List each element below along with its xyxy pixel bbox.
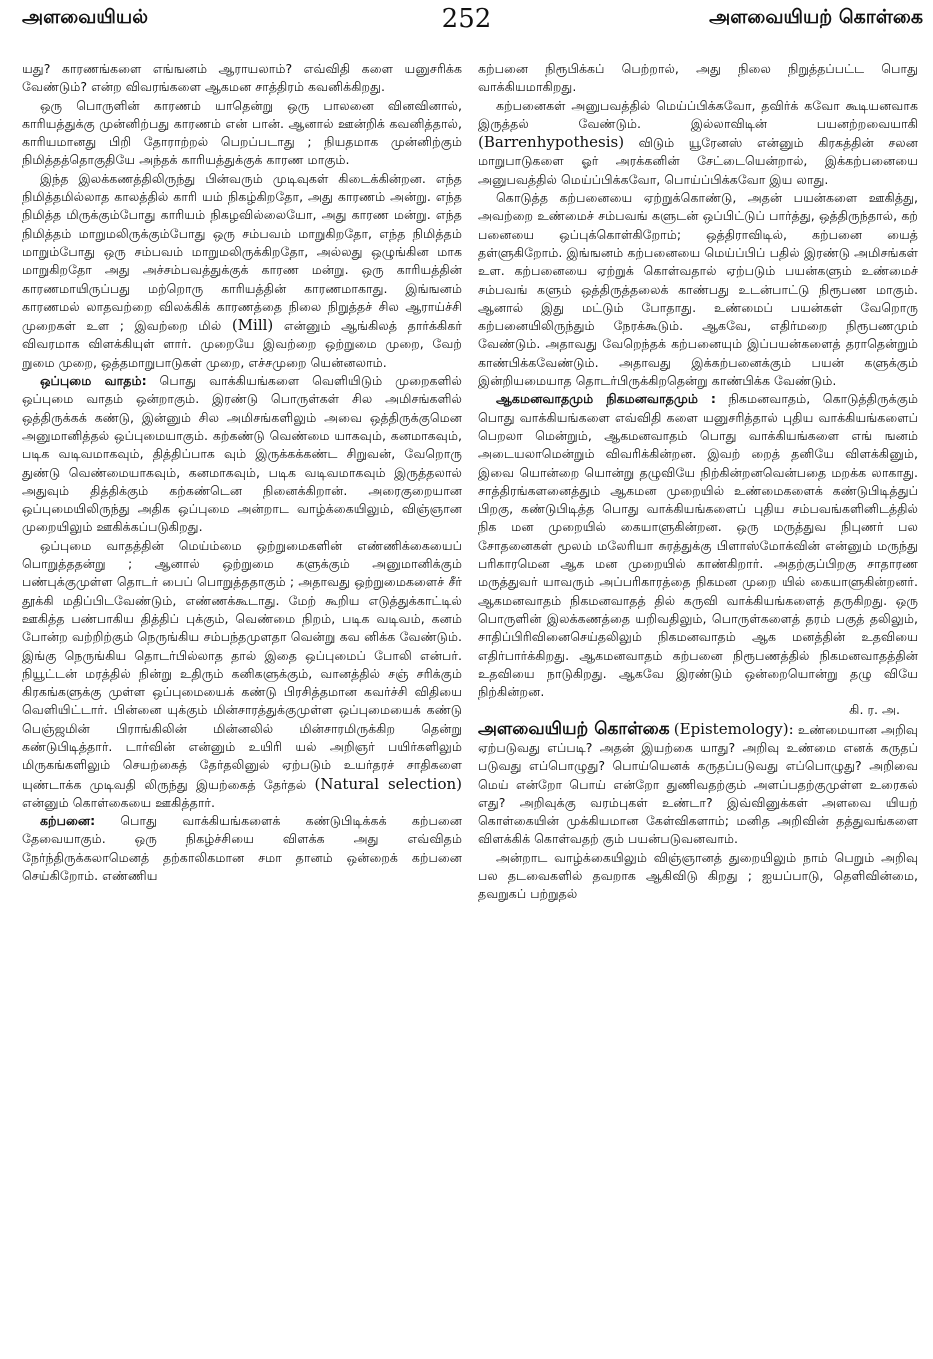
paragraph-text: கற்பனைகள் அனுபவத்தில் மெய்ப்பிக்கவோ, தவிர்க் கவோ கூடியனவாக இருத்தல் வேண்டும். இல்லாவிடின் பயனற்றவையாகி: [478, 97, 918, 131]
paragraph-text: என்னும் கொள்கையை ஊகித்தார்.: [22, 794, 216, 810]
paragraph: யது? காரணங்களை எங்ஙனம் ஆராயலாம்? எவ்விதி களை யனுசரிக்க வேண்டும்? என்ற விவரங்களை ஆகமன சாத்திரம் கவனிக்கிறது.: [22, 61, 462, 95]
paragraph-text: என்னும் ஆங்கிலத் தார்க்கிகர் விவரமாக விளக்கியுள் ளார். முறையே இவற்றை ஒற்றுமை முறை, வேற் றுமை முறை, ஒத்தமாறுபாடுகள் முறை, எச்சமுறை யென்னலாம்.: [22, 318, 462, 370]
page-header: [0, 0, 933, 60]
author-signature: [478, 701, 918, 719]
paragraph: [22, 170, 462, 372]
right-column: [478, 60, 918, 1350]
paragraph-text: விடும் யூரேனஸ் என்னும் கிரகத்தின் சலன மாறுபாடுகளை ஓர் அரக்கனின் சேட்டையென்றால், இக்கற்பனையை அனுபவத்தில் மெய்ப்பிக்கவோ, பொய்ப்பிக்கவோ இய லாது.: [478, 135, 918, 187]
left-column: [22, 60, 462, 1350]
section-term: ஆகமனவாதமும் நிகமனவாதமும் :: [496, 391, 716, 407]
paragraph: ஒரு பொருளின் காரணம் யாதென்று ஒரு பாலனை வினவினால், காரியத்துக்கு முன்னிற்பது காரணம் என் பான். ஆனால் ஊன்றிக் கவனித்தால், காரியமானது பிறி தோராற்றல் பெறப்படாது ; நியதமாக முன்னிற்கும் நிமித்தத்தொகுதியே அந்தக் காரியத்துக்குக் காரண மாகும்.: [22, 97, 462, 168]
paragraph: [22, 812, 462, 885]
paragraph: [478, 390, 918, 701]
author-initials: கி. ர. அ.: [849, 702, 900, 718]
latin-term: (Natural selection): [314, 774, 462, 793]
entry-latin-title: (Epistemology):: [673, 719, 794, 738]
paragraph-text: உண்மையான அறிவு ஏற்படுவது எப்படி? அதன் இயற்கை யாது? அறிவு உண்மை எனக் கருதப் படுவது எப்பொழுது? பொய்யெனக் கருதப்படுவது எப்பொழுது? அறிவை மெய் என்றோ பொய் என்றோ துணிவதற்கும் அளப்பதற்குமுள்ள உரைகல் எது? அறிவுக்கு வரம்புகள் உண்டா? இவ்வினுக்கள் அளவை யியற் கொள்கையின் முக்கியமான கேள்விகளாம்; மனித அறிவின் தத்துவங்களை விளக்கிக் கொள்வதற் கும் பயன்படுவனவாம்.: [478, 721, 918, 847]
paragraph-text: நிகமனவாதம், கொடுத்திருக்கும் பொது வாக்கியங்களை எவ்விதி களை யனுசரித்தால் புதிய வாக்கியங்களைப் பெறலா மென்றும், ஆகமனவாதம் பொது வாக்கியங்களை எங் ஙனம் அடையலாமென்றும் விவரிக்கின்றன. இவற் றைத் தனியே விளக்கினும், இவை யொன்றை யொன்று தழுவியே நிற்கின்றனவென்பதை மறக்க லாகாது. சாத்திரங்களனைத்தும் ஆகமன முறையில் உண்மைகளைக் கண்டுபிடித்துப் பிறகு, கண்டுபிடித்த பொது வாக்கியங்களைப் புதிய சம்பவங்களினிடத்தில் நிக மன முறையில் கையாளுகின்றன. ஒரு மருத்துவ நிபுணர் பல சோதனைகள் மூலம் மலேரியா சுரத்துக்கு பிளாஸ்மோக்வின் என்னும் மருந்து பரிகாரமென ஆக மன முறையில் காண்கிறார். அதற்குப்பிறகு சாதாரண மருத்துவர் யாவரும் அப்பரிகாரத்தை நிகமன முறை யில் கையாளுகின்றனர். ஆகமனவாதம் நிகமனவாதத் தில் கருவி வாக்கியங்களைத் தருகிறது. ஒரு பொருளின் இலக்கணத்தை யறிவதிலும், பொருள்களைத் தரம் பகுத் தலிலும், சாதிப்பிரிவினைசெய்தலிலும் நிகமனவாதம் ஆக மனத்தின் உதவியை எதிர்பார்க்கிறது. ஆகமனவாதம் கற்பனை நிரூபணத்தில் நிகமனவாதத்தின் உதவியை நாடுகிறது. ஆகவே இரண்டும் ஒன்றையொன்று தழு வியே நிற்கின்றன.: [478, 391, 918, 700]
section-term: ஒப்புமை வாதம்:: [40, 373, 147, 389]
latin-term: (Mill): [231, 316, 274, 335]
paragraph-text: ஒப்புமை வாதத்தின் மெய்ம்மை ஒற்றுமைகளின் எண்ணிக்கையைப் பொறுத்ததன்று ; ஆனால் ஒற்றுமை களுக்கும் அனுமானிக்கும் பண்புக்குமுள்ள தொடர் பைப் பொறுத்ததாகும் ; அதாவது ஒற்றுமைகளைச் சீர் தூக்கி மதிப்பிடவேண்டும், எண்ணக்கூடாது. மேற் கூறிய எடுத்துக்காட்டில் ஊகித்த பண்பாகிய தித்திப் புக்கும், வெண்மை நிறம், படிக வடிவம், கனம் போன்ற வற்றிற்கும் நெருங்கிய சம்பந்தமுளதா வென்று கவ னிக்க வேண்டும். இங்கு நெருங்கிய தொடர்பில்லாத தால் இதை ஒப்புமைப் போலி என்பர். நியூட்டன் மரத்தில் நின்று உதிரும் கனிகளுக்கும், வானத்தில் சஞ் சரிக்கும் கிரகங்களுக்கு முள்ள ஒப்புமையைக் கண்டு பிரசித்தமான கவர்ச்சி விதியை வெளியிட்டார். பின்னை யுக்கும் மின்சாரத்துக்குமுள்ள ஒப்புமையைக் கண்டு பெஞ்ஜமின் பிராங்கிலின் மின்னலில் மின்சாரமிருக்கிற தென்று கண்டுபிடித்தார். டார்வின் என்னும் உயிரி யல் அறிஞர் பயிர்களிலும் மிருகங்களிலும் செயற்கைத் தேர்தலினுல் ஏற்படும் உயர்தரச் சாதிகளை யுண்டாக்க முடிவதி லிருந்து இயற்கைத் தேர்தல்: [22, 537, 462, 792]
paragraph: கற்பனை நிரூபிக்கப் பெற்றால், அது நிலை நிறுத்தப்பட்ட பொது வாக்கியமாகிறது.: [478, 61, 918, 95]
section-term: கற்பனை:: [40, 813, 96, 829]
page-number: 252: [441, 4, 492, 34]
running-head-left: அளவையியல்: [22, 6, 148, 28]
paragraph: கொடுத்த கற்பனையை ஏற்றுக்கொண்டு, அதன் பயன்களை ஊகித்து, அவற்றை உண்மைச் சம்பவங் களுடன் ஒப்பிட்டுப் பார்த்து, ஒத்திருந்தால், கற் பனையை ஒப்புக்கொள்கிறோம்; ஒத்திராவிடில், கற்பனை யைத் தள்ளுகிறோம். இங்ஙனம் கற்பனையை மெய்ப்பிப் பதில் இரண்டு அமிசங்கள் உள. கற்பனையை ஏற்றுக் கொள்வதால் ஏற்படும் பயன்களும் உண்மைச் சம்பவங் களும் ஒத்திருத்தலைக் காண்பது உடன்பாட்டு நிரூபண மாகும். ஆனால் இது மட்டும் போதாது. உண்மைப் பயன்கள் வேறொரு கற்பனையிலிருந்தும் நேரக்கூடும். ஆகவே, எதிர்மறை நிரூபணமும் வேண்டும். அதாவது வேறெந்தக் கற்பனையும் இப்பயன்களைத் தராதென்றும் காண்பிக்கவேண்டும். அதாவது இக்கற்பனைக்கும் பயன் களுக்கும் இன்றியமையாத தொடர்பிருக்கிறதென்று காண்பிக்க வேண்டும்.: [478, 190, 918, 389]
entry-title: அளவையியற் கொள்கை: [478, 718, 670, 739]
paragraph-text: பொது வாக்கியங்களை வெளியிடும் முறைகளில் ஒப்புமை வாதம் ஒன்றாகும். இரண்டு பொருள்கள் சில அமிசங்களில் ஒத்திருக்கக் கண்டு, இன்னும் சில அமிசங்களிலும் அவை ஒத்திருக்குமென அனுமானித்தல் ஒப்புமையாகும். கற்கண்டு வெண்மை யாகவும், கனமாகவும், படிக வடிவமாகவும், தித்திப்பாக வும் இருக்கக்கண்ட சிறுவன், வேறொரு துண்டு வெண்மையாகவும், கனமாகவும், படிக வடிவமாகவும் இருத்தலால் அதுவும் தித்திக்கும் கற்கண்டென நினைக்கிறான். அரைகுறையான ஒப்புமையிலிருந்து அதிக ஒப்புமை அன்றாட வாழ்க்கையிலும், விஞ்ஞான முறையிலும் ஊகிக்கப்படுகிறது.: [22, 373, 462, 535]
paragraph-text: பொது வாக்கியங்களைக் கண்டுபிடிக்கக் கற்பனை தேவையாகும். ஒரு நிகழ்ச்சியை விளக்க அது எவ்விதம் நேர்ந்திருக்கலாமெனத் தற்காலிகமான சமா தானம் ஒன்றைக் கற்பனை செய்கிறோம். எண்ணிய: [22, 813, 462, 884]
paragraph: [22, 537, 462, 812]
paragraph: [22, 372, 462, 537]
paragraph: அன்றாட வாழ்க்கையிலும் விஞ்ஞானத் துறையிலும் நாம் பெறும் அறிவு பல தடவைகளில் தவறாக ஆகிவிடு கிறது ; ஐயப்பாடு, தெளிவின்மை, தவறுகப் பற்றுதல்: [478, 849, 918, 902]
latin-term: (Barrenhypothesis): [478, 133, 625, 152]
paragraph-text: இந்த இலக்கணத்திலிருந்து பின்வரும் முடிவுகள் கிடைக்கின்றன. எந்த நிமித்தமில்லாத காலத்தில் காரி யம் நிகழ்கிறதோ, அது காரணம் அன்று. எந்த நிமித்த மிருக்கும்போது காரியம் நிகழவில்லையோ, அது காரண மன்று. எந்த நிமித்தம் மாறுமலிருக்கும்போது ஒரு சம்பவம் மாறுகிறதோ, எந்த நிமித்தம் மாறும்போது ஒரு சம்பவம் மாறுமலிருக்கிறதோ, அல்லது ஒழுங்கின மாக மாறுகிறதோ அது அச்சம்பவத்துக்குக் காரண மன்று. ஒரு காரியத்தின் காரணமாயிருப்பது மற்றொரு காரியத்தின் காரணமாகாது. இங்ஙனம் காரணமல் லாதவற்றை விலக்கிக் காரணத்தை நிலை நிறுத்தச் சில ஆராய்ச்சி முறைகள் உள ; இவற்றை மில்: [22, 170, 462, 334]
entry-paragraph: [478, 720, 918, 849]
running-head-right: அளவையியற் கொள்கை: [709, 6, 923, 28]
paragraph: [478, 97, 918, 189]
